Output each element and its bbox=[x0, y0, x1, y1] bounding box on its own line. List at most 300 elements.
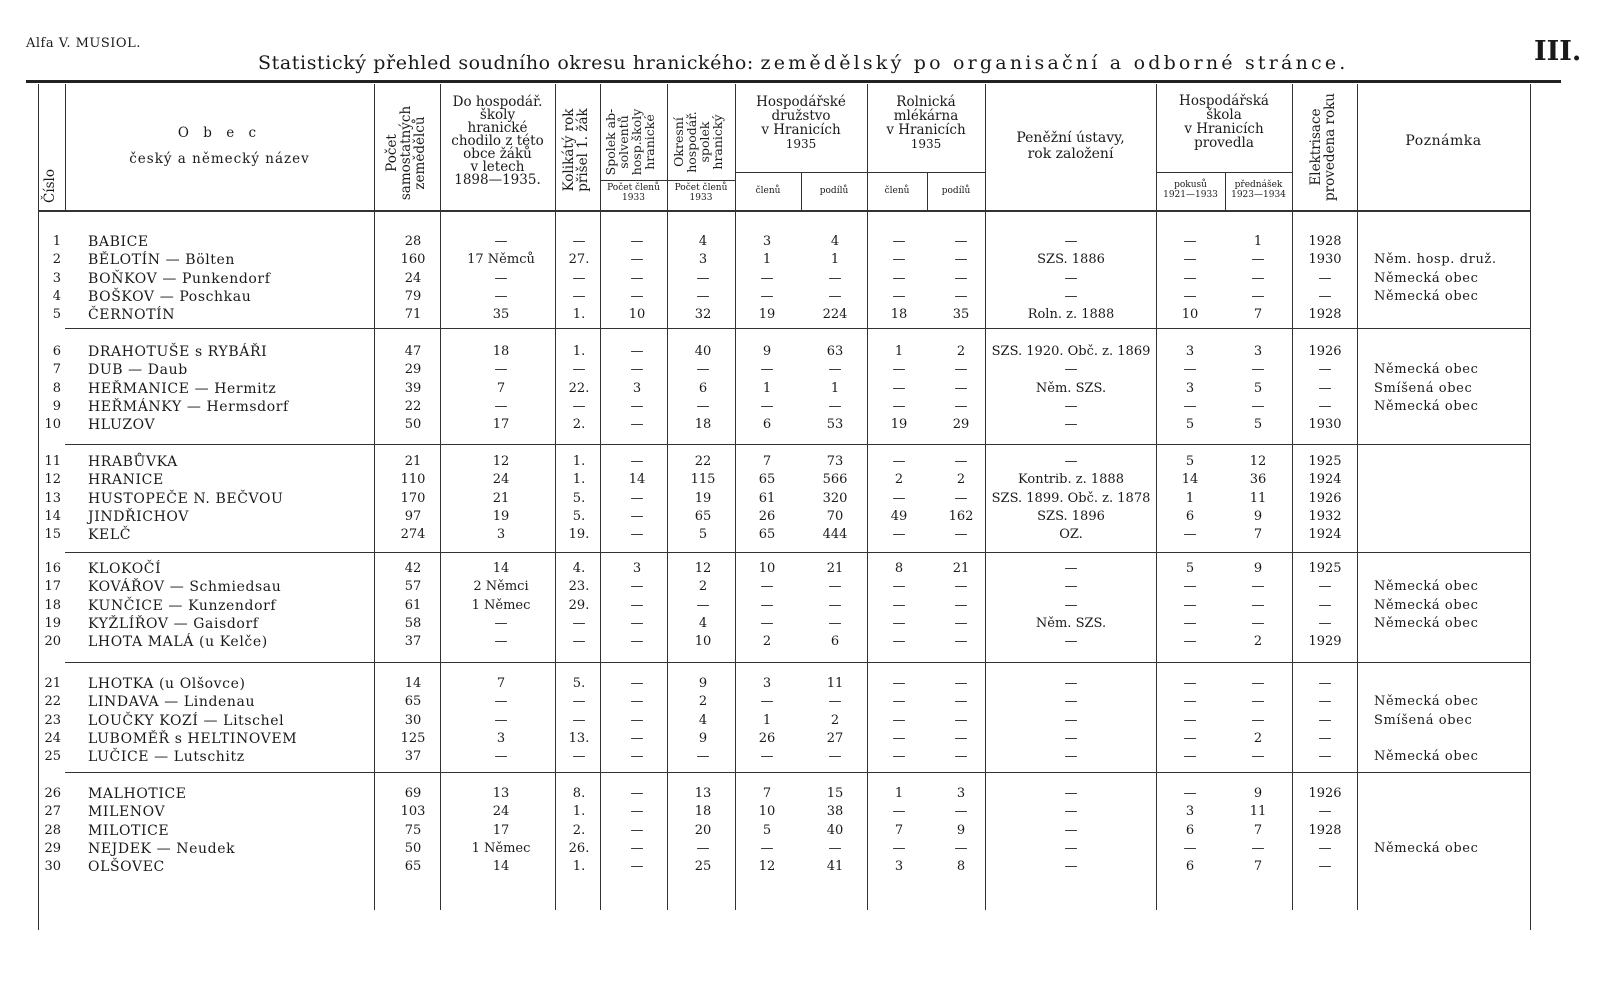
elektrisace: — bbox=[1318, 579, 1332, 595]
druzstvo-clenu: 7 bbox=[762, 454, 772, 469]
okresni-spolek: 6 bbox=[698, 380, 708, 396]
pocet-zemedelcu: 61 bbox=[404, 597, 422, 613]
okresni-spolek: — bbox=[696, 362, 710, 378]
pokusu: — bbox=[1183, 579, 1197, 595]
mlekarna-clenu: — bbox=[892, 579, 906, 595]
mlekarna-podilu: 9 bbox=[956, 822, 966, 838]
mlekarna-clenu: 19 bbox=[890, 417, 908, 433]
mlekarna-podilu: 8 bbox=[956, 859, 966, 875]
pocet-zemedelcu: 50 bbox=[404, 840, 422, 856]
obec-name: LUBOMĚŘ s HELTINOVEM bbox=[88, 730, 298, 747]
poznamka: Německá obec bbox=[1374, 694, 1479, 710]
header-hosp-skola-line: provedla bbox=[1194, 135, 1254, 151]
druzstvo-clenu: — bbox=[760, 270, 774, 286]
author-name: Alfa V. MUSIOL. bbox=[26, 36, 141, 51]
penezni-ustavy: — bbox=[1064, 730, 1078, 746]
druzstvo-clenu: 1 bbox=[762, 252, 772, 268]
okresni-spolek: 25 bbox=[694, 859, 712, 875]
pocet-zemedelcu: 65 bbox=[404, 859, 422, 875]
druzstvo-clenu: — bbox=[760, 749, 774, 765]
mlekarna-clenu: — bbox=[892, 634, 906, 650]
mlekarna-podilu: — bbox=[954, 615, 968, 631]
pokusu: — bbox=[1183, 362, 1197, 378]
mlekarna-clenu: — bbox=[892, 234, 906, 249]
druzstvo-podilu: 38 bbox=[826, 804, 844, 820]
pocet-zemedelcu: 14 bbox=[404, 676, 422, 691]
pokusu: — bbox=[1183, 634, 1197, 650]
zaci-skoly: — bbox=[494, 749, 508, 765]
pokusu: 1 bbox=[1185, 490, 1195, 506]
zaci-skoly: — bbox=[494, 270, 508, 286]
spolek-absolventu: — bbox=[630, 786, 644, 801]
okresni-spolek: 12 bbox=[694, 561, 712, 576]
druzstvo-podilu: 566 bbox=[822, 472, 848, 488]
row-number: 27 bbox=[44, 804, 61, 820]
penezni-ustavy: Kontrib. z. 1888 bbox=[1018, 472, 1124, 488]
okresni-spolek: 18 bbox=[694, 804, 712, 820]
druzstvo-clenu: 6 bbox=[762, 417, 772, 433]
druzstvo-clenu: 2 bbox=[762, 634, 772, 650]
pokusu: 5 bbox=[1185, 417, 1195, 433]
zaci-skoly: 1 Němec bbox=[471, 597, 531, 613]
spolek-absolventu: — bbox=[630, 822, 644, 838]
row-number: 2 bbox=[52, 252, 61, 268]
okresni-spolek: 19 bbox=[694, 490, 712, 506]
mlekarna-podilu: — bbox=[954, 749, 968, 765]
zaci-skoly: — bbox=[494, 634, 508, 650]
mlekarna-podilu: 2 bbox=[956, 472, 966, 488]
pokusu: 10 bbox=[1181, 307, 1199, 323]
druzstvo-podilu: 27 bbox=[826, 730, 844, 746]
elektrisace: 1925 bbox=[1308, 454, 1342, 469]
kolikaty-rok: 27. bbox=[568, 252, 590, 268]
druzstvo-clenu: 10 bbox=[758, 561, 776, 576]
penezni-ustavy: Něm. SZS. bbox=[1035, 615, 1107, 631]
elektrisace: 1929 bbox=[1308, 634, 1342, 650]
druzstvo-podilu: 444 bbox=[822, 527, 848, 543]
pokusu: — bbox=[1183, 730, 1197, 746]
pokusu: 3 bbox=[1185, 344, 1195, 359]
header-obec-line1: O b e c bbox=[177, 125, 262, 141]
poznamka: Něm. hosp. druž. bbox=[1374, 252, 1497, 268]
penezni-ustavy: SZS. 1886 bbox=[1037, 252, 1105, 268]
zaci-skoly: 17 bbox=[492, 822, 510, 838]
prednasek: 7 bbox=[1253, 307, 1263, 323]
okresni-spolek: — bbox=[696, 288, 710, 304]
title-part-2: zemědělský po organisační a odborné stránce. bbox=[760, 52, 1349, 74]
elektrisace: — bbox=[1318, 676, 1332, 691]
header-skoly-line: Do hospodář. bbox=[452, 94, 543, 110]
row-number: 7 bbox=[52, 362, 61, 378]
grid-line bbox=[735, 172, 985, 173]
poznamka: Německá obec bbox=[1374, 362, 1479, 378]
row-number: 5 bbox=[52, 307, 61, 323]
pocet-zemedelcu: 21 bbox=[404, 454, 422, 469]
kolikaty-rok: 19. bbox=[568, 527, 590, 543]
druzstvo-podilu: — bbox=[828, 288, 842, 304]
kolikaty-rok: 2. bbox=[572, 822, 586, 838]
penezni-ustavy: — bbox=[1064, 398, 1078, 414]
zaci-skoly: — bbox=[494, 398, 508, 414]
mlekarna-clenu: — bbox=[892, 252, 906, 268]
prednasek: — bbox=[1251, 362, 1265, 378]
okresni-spolek: — bbox=[696, 398, 710, 414]
grid-line bbox=[1292, 84, 1293, 910]
spolek-absolventu: — bbox=[630, 712, 644, 728]
mlekarna-podilu: — bbox=[954, 694, 968, 710]
kolikaty-rok: 2. bbox=[572, 417, 586, 433]
pocet-zemedelcu: 97 bbox=[404, 508, 422, 524]
header-druzstvo-podilu: podílů bbox=[819, 186, 849, 196]
druzstvo-podilu: 11 bbox=[826, 676, 844, 691]
penezni-ustavy: Něm. SZS. bbox=[1035, 380, 1107, 396]
obec-name: BABICE bbox=[88, 234, 149, 250]
mlekarna-clenu: — bbox=[892, 454, 906, 469]
druzstvo-podilu: 53 bbox=[826, 417, 844, 433]
pokusu: 3 bbox=[1185, 380, 1195, 396]
row-number: 13 bbox=[44, 490, 61, 506]
druzstvo-clenu: 26 bbox=[758, 730, 776, 746]
obec-name: DRAHOTUŠE s RYBÁŘI bbox=[88, 344, 268, 360]
spolek-absolventu: 10 bbox=[628, 307, 646, 323]
mlekarna-clenu: — bbox=[892, 840, 906, 856]
pokusu: — bbox=[1183, 615, 1197, 631]
header-mlekarna-clenu: členů bbox=[884, 186, 910, 196]
row-number: 21 bbox=[44, 676, 61, 691]
druzstvo-podilu: 21 bbox=[826, 561, 844, 576]
druzstvo-clenu: 7 bbox=[762, 786, 772, 801]
penezni-ustavy: — bbox=[1064, 749, 1078, 765]
prednasek: — bbox=[1251, 749, 1265, 765]
mlekarna-podilu: — bbox=[954, 288, 968, 304]
pokusu: — bbox=[1183, 597, 1197, 613]
header-obec bbox=[65, 126, 374, 166]
mlekarna-podilu: — bbox=[954, 252, 968, 268]
mlekarna-clenu: — bbox=[892, 490, 906, 506]
pokusu: 5 bbox=[1185, 454, 1195, 469]
header-penezni-line: rok založení bbox=[1027, 146, 1114, 162]
zaci-skoly: — bbox=[494, 234, 508, 249]
druzstvo-clenu: 1 bbox=[762, 712, 772, 728]
penezni-ustavy: — bbox=[1064, 822, 1078, 838]
pocet-zemedelcu: 110 bbox=[400, 472, 426, 488]
okresni-spolek: 10 bbox=[694, 634, 712, 650]
spolek-absolventu: — bbox=[630, 579, 644, 595]
druzstvo-podilu: 224 bbox=[822, 307, 848, 323]
header-penezni bbox=[985, 130, 1156, 162]
penezni-ustavy: — bbox=[1064, 694, 1078, 710]
penezni-ustavy: SZS. 1896 bbox=[1037, 508, 1105, 524]
druzstvo-clenu: — bbox=[760, 597, 774, 613]
kolikaty-rok: 1. bbox=[572, 454, 586, 469]
mlekarna-podilu: — bbox=[954, 676, 968, 691]
zaci-skoly: — bbox=[494, 288, 508, 304]
obec-name: LHOTA MALÁ (u Kelče) bbox=[88, 634, 268, 651]
grid-line bbox=[555, 84, 556, 910]
okresni-spolek: 32 bbox=[694, 307, 712, 323]
mlekarna-clenu: 49 bbox=[890, 508, 908, 524]
prednasek: — bbox=[1251, 694, 1265, 710]
header-druzstvo-line: družstvo bbox=[771, 108, 831, 124]
druzstvo-podilu: — bbox=[828, 694, 842, 710]
obec-name: BOŇKOV — Punkendorf bbox=[88, 270, 271, 287]
header-skoly-line: v letech bbox=[470, 159, 525, 175]
kolikaty-rok: — bbox=[572, 712, 586, 728]
mlekarna-podilu: — bbox=[954, 398, 968, 414]
row-number: 11 bbox=[44, 454, 61, 469]
spolek-absolventu: — bbox=[630, 804, 644, 820]
row-number: 12 bbox=[44, 472, 61, 488]
spolek-absolventu: — bbox=[630, 527, 644, 543]
mlekarna-clenu: — bbox=[892, 362, 906, 378]
spolek-absolventu: — bbox=[630, 676, 644, 691]
mlekarna-clenu: — bbox=[892, 730, 906, 746]
pokusu: 3 bbox=[1185, 804, 1195, 820]
penezni-ustavy: — bbox=[1064, 362, 1078, 378]
prednasek: — bbox=[1251, 288, 1265, 304]
poznamka: Německá obec bbox=[1374, 398, 1479, 414]
druzstvo-clenu: 3 bbox=[762, 676, 772, 691]
pokusu: 14 bbox=[1181, 472, 1199, 488]
elektrisace: 1930 bbox=[1308, 417, 1342, 433]
elektrisace: 1926 bbox=[1308, 490, 1342, 506]
mlekarna-podilu: 21 bbox=[952, 561, 970, 576]
prednasek: — bbox=[1251, 597, 1265, 613]
druzstvo-clenu: 26 bbox=[758, 508, 776, 524]
grid-line bbox=[1156, 84, 1157, 910]
kolikaty-rok: 26. bbox=[568, 840, 590, 856]
spolek-absolventu: — bbox=[630, 234, 644, 249]
druzstvo-clenu: 65 bbox=[758, 472, 776, 488]
header-obec-line2: český a německý název bbox=[129, 151, 310, 167]
header-cislo: Číslo bbox=[42, 168, 58, 204]
header-skoly-line: obce žáků bbox=[463, 146, 532, 162]
zaci-skoly: 17 Němců bbox=[467, 252, 535, 268]
elektrisace: 1930 bbox=[1308, 252, 1342, 268]
pokusu: — bbox=[1183, 786, 1197, 801]
grid-line bbox=[667, 84, 668, 910]
prednasek: — bbox=[1251, 270, 1265, 286]
penezni-ustavy: — bbox=[1064, 597, 1078, 613]
pocet-zemedelcu: 30 bbox=[404, 712, 422, 728]
mlekarna-clenu: — bbox=[892, 712, 906, 728]
kolikaty-rok: 23. bbox=[568, 579, 590, 595]
druzstvo-clenu: — bbox=[760, 840, 774, 856]
penezni-ustavy: SZS. 1899. Obč. z. 1878 bbox=[991, 490, 1151, 506]
pocet-zemedelcu: 103 bbox=[400, 804, 426, 820]
okresni-spolek: — bbox=[696, 749, 710, 765]
row-number: 28 bbox=[44, 822, 61, 838]
penezni-ustavy: — bbox=[1064, 561, 1078, 576]
spolek-absolventu: — bbox=[630, 859, 644, 875]
zaci-skoly: — bbox=[494, 615, 508, 631]
obec-name: LINDAVA — Lindenau bbox=[88, 694, 256, 711]
obec-name: LHOTKA (u Olšovce) bbox=[88, 676, 246, 692]
row-number: 30 bbox=[44, 859, 61, 875]
kolikaty-rok: 22. bbox=[568, 380, 590, 396]
penezni-ustavy: — bbox=[1064, 676, 1078, 691]
elektrisace: 1926 bbox=[1308, 786, 1342, 801]
header-penezni-line: Peněžní ústavy, bbox=[1016, 130, 1125, 146]
kolikaty-rok: 1. bbox=[572, 859, 586, 875]
druzstvo-podilu: 73 bbox=[826, 454, 844, 469]
spolek-absolventu: — bbox=[630, 344, 644, 359]
pocet-zemedelcu: 50 bbox=[404, 417, 422, 433]
penezni-ustavy: — bbox=[1064, 234, 1078, 249]
header-skoly bbox=[440, 96, 555, 187]
spolek-absolventu: — bbox=[630, 252, 644, 268]
mlekarna-clenu: — bbox=[892, 398, 906, 414]
mlekarna-clenu: 7 bbox=[894, 822, 904, 838]
kolikaty-rok: — bbox=[572, 362, 586, 378]
pocet-zemedelcu: 28 bbox=[404, 234, 422, 249]
druzstvo-podilu: — bbox=[828, 398, 842, 414]
pocet-zemedelcu: 75 bbox=[404, 822, 422, 838]
mlekarna-podilu: 3 bbox=[956, 786, 966, 801]
pocet-zemedelcu: 39 bbox=[404, 380, 422, 396]
pocet-zemedelcu: 274 bbox=[400, 527, 426, 543]
mlekarna-podilu: — bbox=[954, 490, 968, 506]
pocet-zemedelcu: 71 bbox=[404, 307, 422, 323]
group-separator bbox=[65, 444, 1530, 445]
druzstvo-podilu: 15 bbox=[826, 786, 844, 801]
elektrisace: — bbox=[1318, 749, 1332, 765]
elektrisace: 1928 bbox=[1308, 234, 1342, 249]
mlekarna-clenu: — bbox=[892, 597, 906, 613]
mlekarna-podilu: — bbox=[954, 712, 968, 728]
penezni-ustavy: — bbox=[1064, 417, 1078, 433]
prednasek: 9 bbox=[1253, 508, 1263, 524]
row-number: 3 bbox=[52, 270, 61, 286]
elektrisace: 1932 bbox=[1308, 508, 1342, 524]
pocet-zemedelcu: 42 bbox=[404, 561, 422, 576]
mlekarna-podilu: — bbox=[954, 579, 968, 595]
poznamka: Německá obec bbox=[1374, 615, 1479, 631]
kolikaty-rok: — bbox=[572, 288, 586, 304]
kolikaty-rok: 1. bbox=[572, 804, 586, 820]
elektrisace: — bbox=[1318, 712, 1332, 728]
pokusu: 6 bbox=[1185, 822, 1195, 838]
prednasek: — bbox=[1251, 579, 1265, 595]
header-pokusu-line: pokusů bbox=[1174, 180, 1207, 190]
spolek-absolventu: 14 bbox=[628, 472, 646, 488]
elektrisace: — bbox=[1318, 380, 1332, 396]
mlekarna-clenu: — bbox=[892, 527, 906, 543]
penezni-ustavy: — bbox=[1064, 804, 1078, 820]
row-number: 18 bbox=[44, 597, 61, 613]
header-poznamka: Poznámka bbox=[1405, 133, 1482, 149]
grid-line bbox=[867, 84, 868, 910]
pokusu: — bbox=[1183, 749, 1197, 765]
row-number: 29 bbox=[44, 840, 61, 856]
spolek-absolventu: 3 bbox=[632, 561, 642, 576]
kolikaty-rok: — bbox=[572, 398, 586, 414]
mlekarna-clenu: — bbox=[892, 270, 906, 286]
druzstvo-clenu: 5 bbox=[762, 822, 772, 838]
pocet-zemedelcu: 37 bbox=[404, 634, 422, 650]
row-number: 23 bbox=[44, 712, 61, 728]
prednasek: 11 bbox=[1249, 490, 1267, 506]
zaci-skoly: 3 bbox=[496, 730, 506, 746]
prednasek: 5 bbox=[1253, 380, 1263, 396]
pokusu: 5 bbox=[1185, 561, 1195, 576]
header-pokusu-line: 1921—1933 bbox=[1163, 190, 1218, 200]
spolek-absolventu: — bbox=[630, 508, 644, 524]
prednasek: 2 bbox=[1253, 730, 1263, 746]
header-okresni-spolek-sub: Počet členů 1933 bbox=[674, 183, 728, 203]
mlekarna-clenu: 3 bbox=[894, 859, 904, 875]
druzstvo-podilu: — bbox=[828, 362, 842, 378]
mlekarna-podilu: — bbox=[954, 454, 968, 469]
okresni-spolek: 4 bbox=[698, 712, 708, 728]
spolek-absolventu: — bbox=[630, 730, 644, 746]
okresni-spolek: — bbox=[696, 270, 710, 286]
mlekarna-clenu: 8 bbox=[894, 561, 904, 576]
elektrisace: — bbox=[1318, 840, 1332, 856]
obec-name: OLŠOVEC bbox=[88, 859, 165, 876]
pokusu: — bbox=[1183, 840, 1197, 856]
okresni-spolek: 22 bbox=[694, 454, 712, 469]
mlekarna-podilu: — bbox=[954, 362, 968, 378]
prednasek: — bbox=[1251, 252, 1265, 268]
pokusu: — bbox=[1183, 712, 1197, 728]
header-druzstvo-line: Hospodářské bbox=[756, 94, 846, 110]
okresni-spolek: 2 bbox=[698, 694, 708, 710]
obec-name: MALHOTICE bbox=[88, 786, 187, 802]
poznamka: Německá obec bbox=[1374, 840, 1479, 856]
penezni-ustavy: — bbox=[1064, 288, 1078, 304]
spolek-absolventu: — bbox=[630, 454, 644, 469]
pocet-zemedelcu: 160 bbox=[400, 252, 426, 268]
obec-name: KOVÁŘOV — Schmiedsau bbox=[88, 579, 282, 596]
header-druzstvo-line: v Hranicích bbox=[761, 122, 841, 138]
mlekarna-clenu: 1 bbox=[894, 344, 904, 359]
kolikaty-rok: 5. bbox=[572, 508, 586, 524]
obec-name: LUČICE — Lutschitz bbox=[88, 749, 245, 766]
mlekarna-clenu: — bbox=[892, 694, 906, 710]
pocet-zemedelcu: 65 bbox=[404, 694, 422, 710]
penezni-ustavy: — bbox=[1064, 786, 1078, 801]
pocet-zemedelcu: 69 bbox=[404, 786, 422, 801]
pocet-zemedelcu: 24 bbox=[404, 270, 422, 286]
group-separator bbox=[65, 328, 1530, 329]
header-mlekarna-podilu: podílů bbox=[941, 186, 971, 196]
druzstvo-podilu: — bbox=[828, 840, 842, 856]
pocet-zemedelcu: 125 bbox=[400, 730, 426, 746]
spolek-absolventu: — bbox=[630, 694, 644, 710]
mlekarna-podilu: — bbox=[954, 270, 968, 286]
spolek-absolventu: — bbox=[630, 362, 644, 378]
mlekarna-clenu: — bbox=[892, 288, 906, 304]
mlekarna-podilu: — bbox=[954, 527, 968, 543]
grid-line bbox=[1156, 172, 1292, 173]
zaci-skoly: — bbox=[494, 362, 508, 378]
spolek-absolventu: — bbox=[630, 270, 644, 286]
kolikaty-rok: — bbox=[572, 634, 586, 650]
druzstvo-podilu: 2 bbox=[830, 712, 840, 728]
prednasek: 3 bbox=[1253, 344, 1263, 359]
obec-name: HRABŮVKA bbox=[88, 454, 178, 470]
zaci-skoly: 17 bbox=[492, 417, 510, 433]
header-prednasek-line: přednášek bbox=[1234, 180, 1283, 190]
spolek-absolventu: — bbox=[630, 398, 644, 414]
druzstvo-podilu: 41 bbox=[826, 859, 844, 875]
druzstvo-podilu: — bbox=[828, 597, 842, 613]
kolikaty-rok: 13. bbox=[568, 730, 590, 746]
pocet-zemedelcu: 58 bbox=[404, 615, 422, 631]
grid-line bbox=[374, 84, 375, 910]
druzstvo-clenu: 12 bbox=[758, 859, 776, 875]
